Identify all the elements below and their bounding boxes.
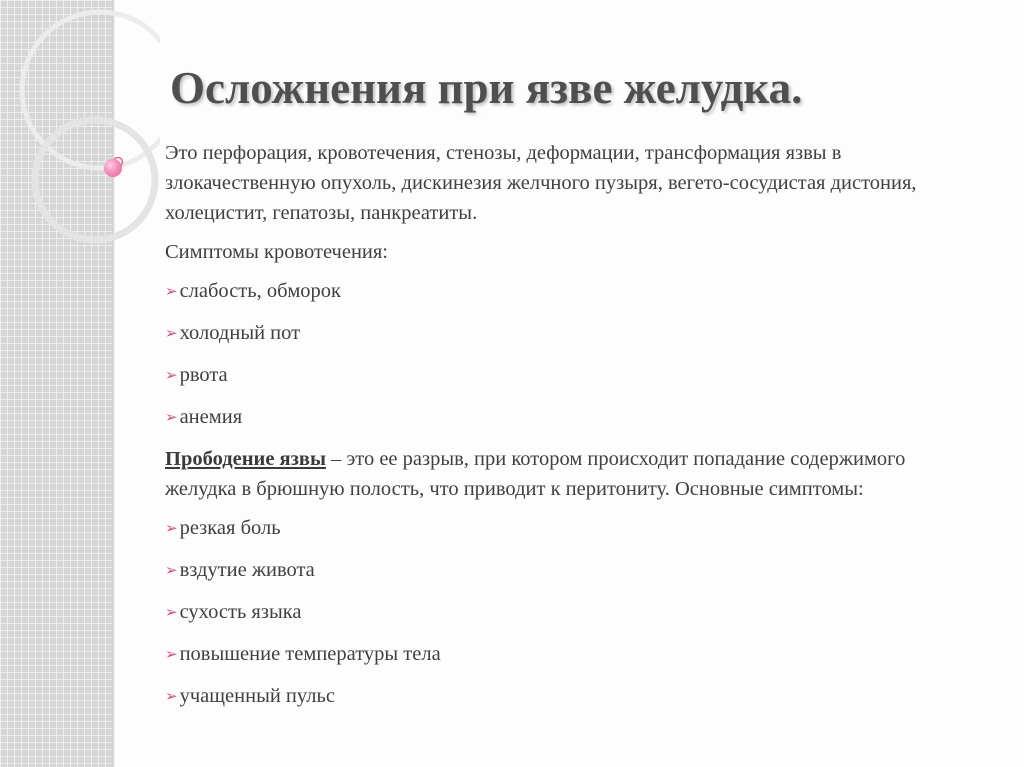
perforation-paragraph [165,444,965,504]
list-item: ➢повышение температуры тела [165,643,441,665]
list-item: ➢учащенный пульс [165,685,335,707]
slide-body [165,138,965,723]
intro-paragraph: Это перфорация, кровотечения, стенозы, деформации, трансформация язвы в злокачественную опухоль, дискинезия желчного пузыря, вегето-сосудистая дистония, холецистит, гепатозы, панкреатиты. [165,142,917,224]
list-item: ➢анемия [165,406,243,428]
arrow-bullet-icon: ➢ [165,689,178,705]
decorative-circles [0,0,160,300]
arrow-bullet-icon: ➢ [165,521,178,537]
list-item: ➢слабость, обморок [165,280,342,302]
slide-title: Осложнения при язве желудка. [170,63,803,113]
arrow-bullet-icon: ➢ [165,326,178,342]
bleeding-symptom-list [165,276,965,434]
list-item: ➢резкая боль [165,517,281,539]
arrow-bullet-icon: ➢ [165,410,178,426]
list-item: ➢холодный пот [165,322,301,344]
perforation-text: – это ее разрыв, при котором происходит попадание содержимого желудка в брюшную полость, что приводит к перитониту. Основные симптомы: [165,448,906,500]
arrow-bullet-icon: ➢ [165,563,178,579]
perforation-term: Прободение язвы [165,448,326,470]
arrow-bullet-icon: ➢ [165,284,178,300]
list-item: ➢рвота [165,364,228,386]
arrow-bullet-icon: ➢ [165,605,178,621]
arrow-bullet-icon: ➢ [165,647,178,663]
bleeding-heading: Симптомы кровотечения: [165,241,389,263]
list-item: ➢сухость языка [165,601,302,623]
list-item: ➢вздутие живота [165,559,315,581]
lower-ring [35,120,155,240]
perforation-symptom-list [165,513,965,713]
arrow-bullet-icon: ➢ [165,368,178,384]
